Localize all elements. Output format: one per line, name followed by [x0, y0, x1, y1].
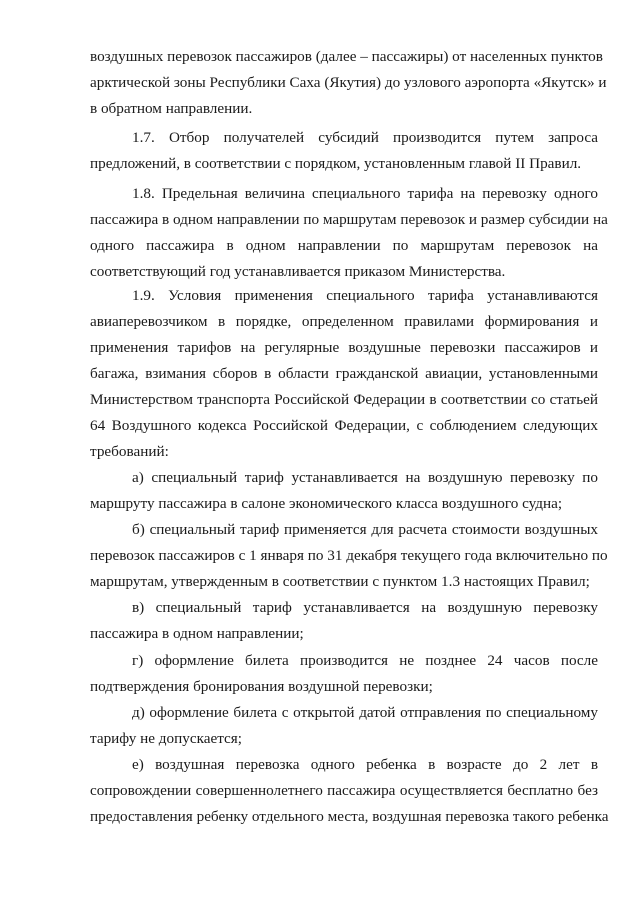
list-item-e — [90, 752, 609, 830]
paragraph-1-8 — [90, 181, 608, 285]
text-line: 1.8. Предельная величина специального тарифа на перевозку одного — [132, 185, 598, 202]
text-line: авиаперевозчиком в порядке, определенном правилами формирования и — [90, 313, 598, 330]
text-line: требований: — [90, 443, 169, 460]
text-line: маршрутам, утвержденным в соответствии с пунктом 1.3 настоящих Правил; — [90, 573, 590, 590]
text-line: 64 Воздушного кодекса Российской Федерации, с соблюдением следующих — [90, 417, 598, 434]
list-item-v — [90, 595, 598, 647]
text-line: подтверждения бронирования воздушной перевозки; — [90, 678, 433, 695]
text-line: предоставления ребенку отдельного места, воздушная перевозка такого ребенка — [90, 808, 609, 825]
text-line: в) специальный тариф устанавливается на воздушную перевозку — [132, 599, 598, 616]
text-line: г) оформление билета производится не позднее 24 часов после — [132, 652, 598, 669]
paragraph-continuation — [90, 44, 607, 122]
text-line: воздушных перевозок пассажиров (далее – пассажиры) от населенных пунктов — [90, 48, 603, 65]
text-line: маршруту пассажира в салоне экономического класса воздушного судна; — [90, 495, 563, 512]
text-line: е) воздушная перевозка одного ребенка в возрасте до 2 лет в — [132, 756, 598, 773]
text-line: арктической зоны Республики Саха (Якутия) до узлового аэропорта «Якутск» и — [90, 74, 607, 91]
text-line: д) оформление билета с открытой датой отправления по специальному — [132, 704, 598, 721]
text-line: предложений, в соответствии с порядком, установленным главой II Правил. — [90, 155, 582, 172]
text-line: пассажира в одном направлении по маршрутам перевозок и размер субсидии на — [90, 211, 608, 228]
text-line: пассажира в одном направлении; — [90, 625, 304, 642]
text-line: Министерством транспорта Российской Федерации в соответствии со статьей — [90, 391, 598, 408]
text-line: в обратном направлении. — [90, 100, 253, 117]
list-item-d — [90, 700, 598, 752]
text-line: одного пассажира в одном направлении по маршрутам перевозок на — [90, 237, 598, 254]
text-line: багажа, взимания сборов в области гражданской авиации, установленными — [90, 365, 598, 382]
list-item-g — [90, 648, 598, 700]
text-line: а) специальный тариф устанавливается на воздушную перевозку по — [132, 469, 598, 486]
text-line: соответствующий год устанавливается приказом Министерства. — [90, 263, 506, 280]
paragraph-1-7 — [90, 125, 598, 177]
text-line: сопровождении совершеннолетнего пассажира осуществляется бесплатно без — [90, 782, 598, 799]
text-line: применения тарифов на регулярные воздушные перевозки пассажиров и — [90, 339, 598, 356]
paragraph-1-9 — [90, 283, 598, 465]
text-line: б) специальный тариф применяется для расчета стоимости воздушных — [132, 521, 598, 538]
list-item-a — [90, 465, 598, 517]
text-line: перевозок пассажиров с 1 января по 31 декабря текущего года включительно по — [90, 547, 608, 564]
text-line: 1.7. Отбор получателей субсидий производится путем запроса — [132, 129, 598, 146]
text-line: тарифу не допускается; — [90, 730, 242, 747]
list-item-b — [90, 517, 608, 595]
text-line: 1.9. Условия применения специального тарифа устанавливаются — [132, 287, 598, 304]
